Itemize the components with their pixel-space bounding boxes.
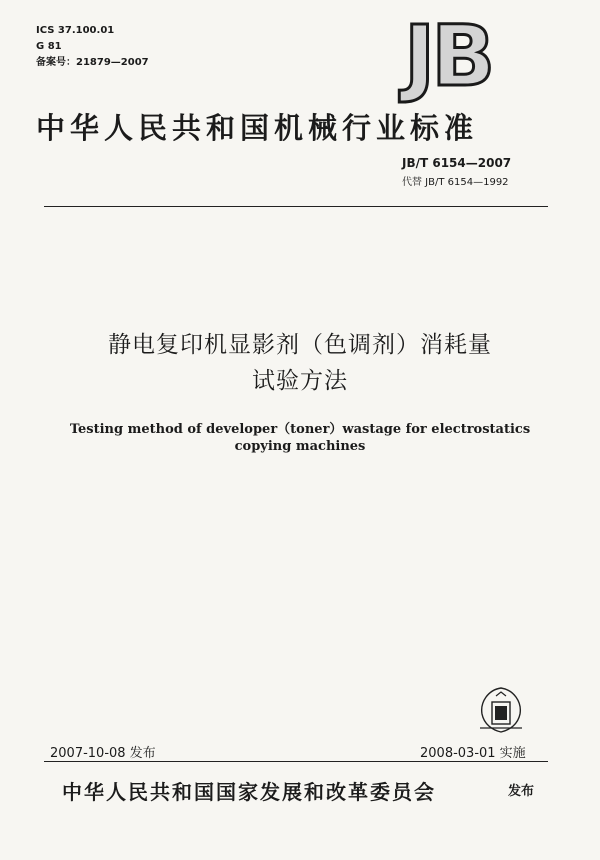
standard-number: JB/T 6154—2007 [402, 156, 512, 170]
issue-date: 2007-10-08 发布 [50, 746, 156, 761]
header-divider [44, 206, 548, 207]
title-cn-line-1: 静电复印机显影剂（色调剂）消耗量 [108, 332, 492, 358]
title-cn-line-2: 试验方法 [252, 368, 348, 394]
record-number: 备案号：21879—2007 [36, 57, 149, 68]
title-en-line-1: Testing method of developer（toner）wastage for electrostatics [69, 422, 531, 437]
title-en-line-2: copying machines [234, 439, 366, 454]
footer-divider [44, 761, 548, 762]
classification-code: G 81 [36, 41, 62, 52]
ics-code: ICS 37.100.01 [36, 25, 115, 36]
jb-logo: JB [404, 7, 492, 105]
effective-date: 2008-03-01 实施 [420, 746, 526, 761]
publisher-emblem-icon [474, 684, 528, 736]
issuing-organization: 中华人民共和国国家发展和改革委员会 [62, 780, 436, 804]
issuer-suffix: 发布 [508, 784, 535, 799]
standard-title: 中华人民共和国机械行业标准 [36, 111, 479, 145]
replaces-standard: 代替 JB/T 6154—1992 [402, 177, 509, 188]
